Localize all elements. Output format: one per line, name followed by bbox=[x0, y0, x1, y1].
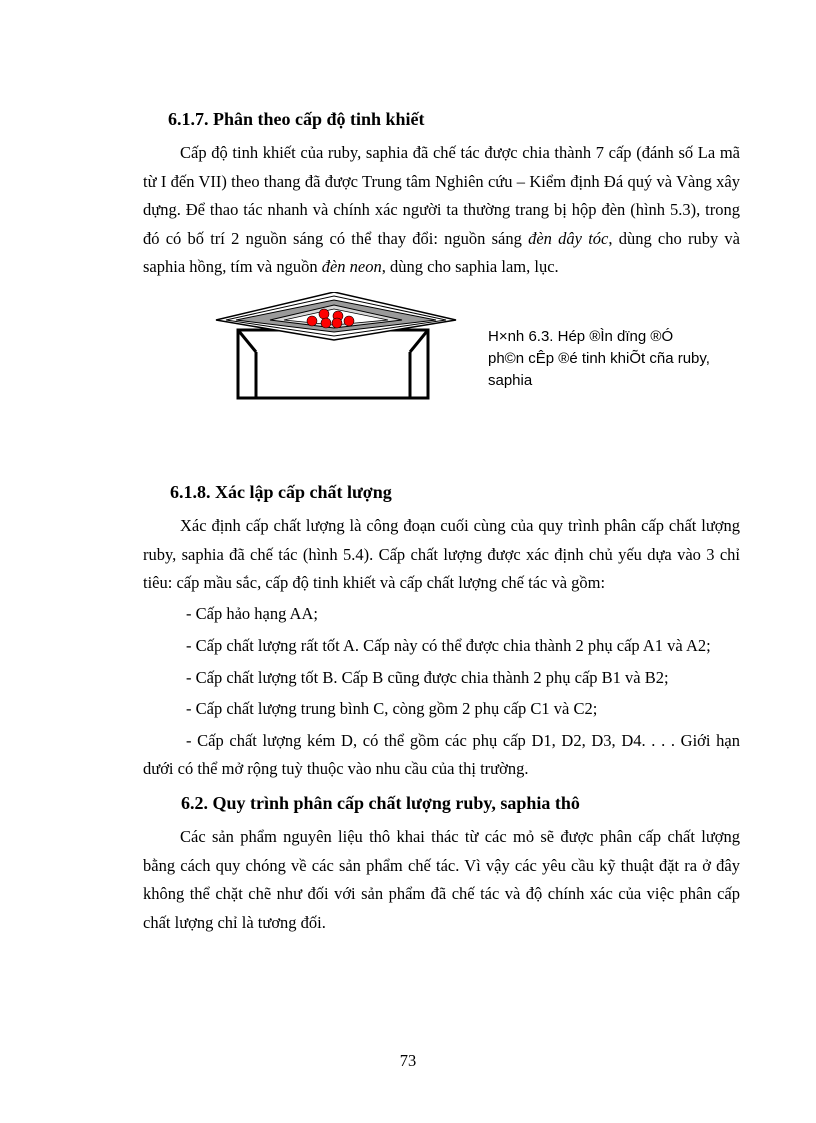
paragraph-raw-grading: Các sản phẩm nguyên liệu thô khai thác từ các mỏ sẽ được phân cấp chất lượng bằng cách quy chóng về các sản phẩm chế tác. Vì vậy các yêu cầu kỹ thuật đặt ra ở đây không thể chặt chẽ như đối với sản phẩm đã chế tác và độ chính xác của việc phân cấp chất lượng chỉ là tương đối. bbox=[143, 827, 740, 932]
emphasis-filament-lamp: đèn dây tóc bbox=[528, 228, 609, 248]
list-item: - Cấp chất lượng tốt B. Cấp B cũng được chia thành 2 phụ cấp B1 và B2; bbox=[186, 668, 669, 687]
figure-caption: H×nh 6.3. Hép ®Ìn dïng ®Ó ph©n cÊp ®é tinh khiÕt cña ruby, saphia bbox=[488, 328, 710, 389]
list-item: - Cấp chất lượng rất tốt A. Cấp này có thể được chia thành 2 phụ cấp A1 và A2; bbox=[186, 636, 711, 655]
list-item: - Cấp chất lượng trung bình C, còng gồm 2 phụ cấp C1 và C2; bbox=[186, 699, 598, 718]
paragraph-purity-grades: Cấp độ tinh khiết của ruby, saphia đã chế tác được chia thành 7 cấp (đánh số La mã từ I đến VII) theo thang đã được Trung tâm Nghiên cứu – Kiểm định Đá quý và Vàng xây dựng. Để thao tác nhanh và chính xác người ta thường trang bị hộp đèn (hình 5.3), trong đó có bố trí 2 nguồn sáng có thể thay đổi: nguồn sáng đèn dây tóc, dùng cho ruby và saphia hồng, tím và nguồn đèn neon, dùng cho saphia lam, lục. bbox=[143, 143, 740, 276]
section-heading-6-1-7: 6.1.7. Phân theo cấp độ tinh khiết bbox=[168, 109, 425, 129]
list-item-continuation: dưới có thể mở rộng tuỳ thuộc vào nhu cầu của thị trường. bbox=[143, 759, 529, 778]
section-heading-6-1-8: 6.1.8. Xác lập cấp chất lượng bbox=[170, 482, 392, 502]
gem-icon bbox=[332, 318, 342, 328]
gem-icon bbox=[321, 318, 331, 328]
gem-icon bbox=[319, 309, 329, 319]
emphasis-neon-lamp: đèn neon bbox=[321, 257, 382, 276]
paragraph-quality-grades: Xác định cấp chất lượng là công đoạn cuối cùng của quy trình phân cấp chất lượng ruby, saphia đã chế tác (hình 5.4). Cấp chất lượng được xác định chủ yếu dựa vào 3 chỉ tiêu: cấp mầu sắc, cấp độ tinh khiết và cấp chất lượng chế tác và gồm: bbox=[143, 516, 740, 592]
light-box-figure bbox=[208, 292, 468, 404]
gem-icon bbox=[344, 316, 354, 326]
section-heading-6-2: 6.2. Quy trình phân cấp chất lượng ruby, saphia thô bbox=[181, 793, 580, 813]
gem-icon bbox=[307, 316, 317, 326]
list-item: - Cấp chất lượng kém D, có thể gồm các phụ cấp D1, D2, D3, D4. . . . Giới hạn bbox=[186, 731, 740, 750]
page-number: 73 bbox=[399, 1051, 417, 1070]
list-item: - Cấp hảo hạng AA; bbox=[186, 604, 318, 623]
